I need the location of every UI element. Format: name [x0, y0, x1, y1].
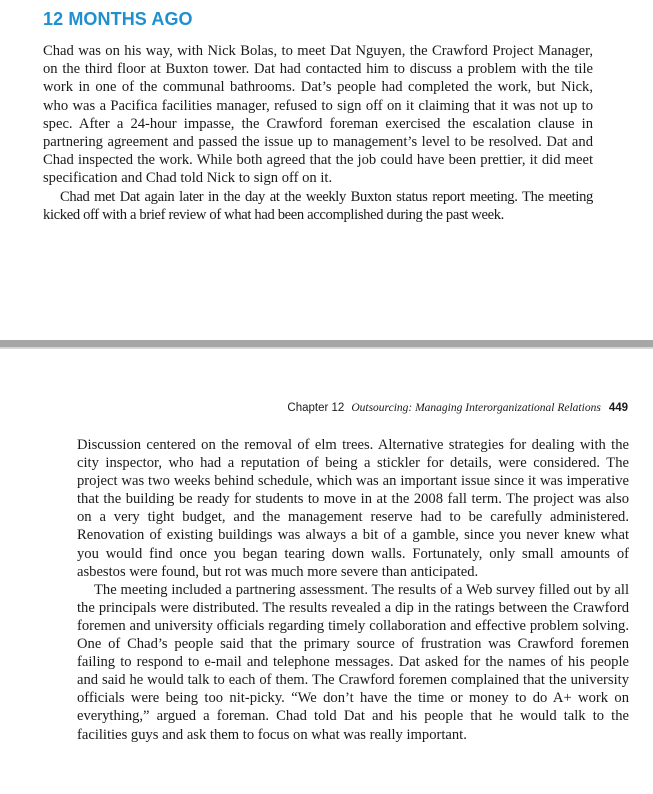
chapter-label: Chapter 12 [287, 402, 345, 414]
paragraph-chad-meets-dat: Chad was on his way, with Nick Bolas, to meet Dat Nguyen, the Crawford Project Manager, on the third floor at Buxton tower. Dat had contacted him to discuss a problem with the tile work in one of the communal bathrooms. Dat’s people had completed the work, but Nick, who was a Pacifica facilities manager, refused to sign off on it claiming that it was not up to spec. After a 24-hour impasse, the Crawford foreman exercised the escalation clause in partnering agreement and passed the issue up to management’s level to be resolved. Dat and Chad inspected the work. While both agreed that the job could have been prettier, it did meet specification and Chad told Nick to sign off on it. [43, 43, 593, 187]
page-number: 449 [608, 402, 628, 414]
running-header [287, 402, 628, 414]
top-body-text [43, 42, 593, 224]
bottom-body-text [77, 436, 629, 744]
chapter-title: Outsourcing: Managing Interorganizational Relations [351, 402, 601, 414]
paragraph-status-meeting: Chad met Dat again later in the day at the weekly Buxton status report meeting. The meeting kicked off with a brief review of what had been accomplished during the past week. [43, 188, 593, 223]
page-divider-shadow [0, 347, 653, 349]
top-page [0, 0, 653, 340]
paragraph-discussion: Discussion centered on the removal of elm trees. Alternative strategies for dealing with the city inspector, who had a reputation of being a stickler for details, were considered. The project was two weeks behind schedule, which was an important issue since it was imperative that the building be ready for students to move in at the 2008 fall term. The project was also on a very tight budget, and the management reserve had to be carefully administered. Renovation of existing buildings was always a bit of a gamble, since you never knew what you would find once you began tearing down walls. Fortunately, only small amounts of asbestos were found, but rot was much more severe than anticipated. [77, 437, 629, 580]
paragraph-partnering-assessment: The meeting included a partnering assessment. The results of a Web survey filled out by all the principals were distributed. The results revealed a dip in the ratings between the Crawford foremen and university officials regarding timely collaboration and effective problem solving. One of Chad’s people said that the primary source of frustration was Crawford foremen failing to respond to e-mail and telephone messages. Dat asked for the names of his people and said he would talk to each of them. The Crawford foremen complained that the university officials were being too nit-picky. “We don’t have the time or money to do A+ work on everything,” argued a foreman. Chad told Dat and his people that he would talk to the facilities guys and ask them to focus on what was really important. [77, 581, 629, 743]
section-heading: 12 MONTHS AGO [43, 9, 193, 29]
page-divider [0, 340, 653, 347]
